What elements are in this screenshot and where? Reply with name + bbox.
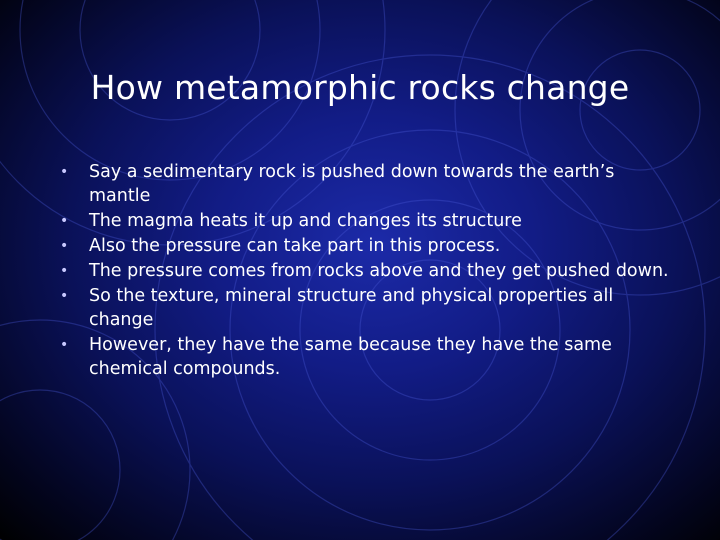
bullet-item <box>60 333 670 381</box>
bullet-dot-icon: • <box>60 213 69 229</box>
slide-title: How metamorphic rocks change <box>90 68 630 107</box>
bullet-item <box>60 259 670 283</box>
bullet-item <box>60 160 670 208</box>
bullet-text: Also the pressure can take part in this process. <box>89 236 501 256</box>
bullet-dot-icon: • <box>60 288 69 304</box>
bullet-dot-icon: • <box>60 337 69 353</box>
bullet-text: Say a sedimentary rock is pushed down towards the earth’s mantle <box>89 162 615 206</box>
bullet-item <box>60 284 670 332</box>
bullet-item <box>60 209 670 233</box>
bullet-item <box>60 234 670 258</box>
bullet-text: However, they have the same because they have the same chemical compounds. <box>89 335 612 379</box>
bullet-text: So the texture, mineral structure and physical properties all change <box>89 286 614 330</box>
bullet-dot-icon: • <box>60 263 69 279</box>
bullet-text: The pressure comes from rocks above and they get pushed down. <box>89 261 669 281</box>
bullet-dot-icon: • <box>60 164 69 180</box>
bullet-dot-icon: • <box>60 238 69 254</box>
bullet-text: The magma heats it up and changes its structure <box>89 211 522 231</box>
bullet-list <box>60 160 670 382</box>
